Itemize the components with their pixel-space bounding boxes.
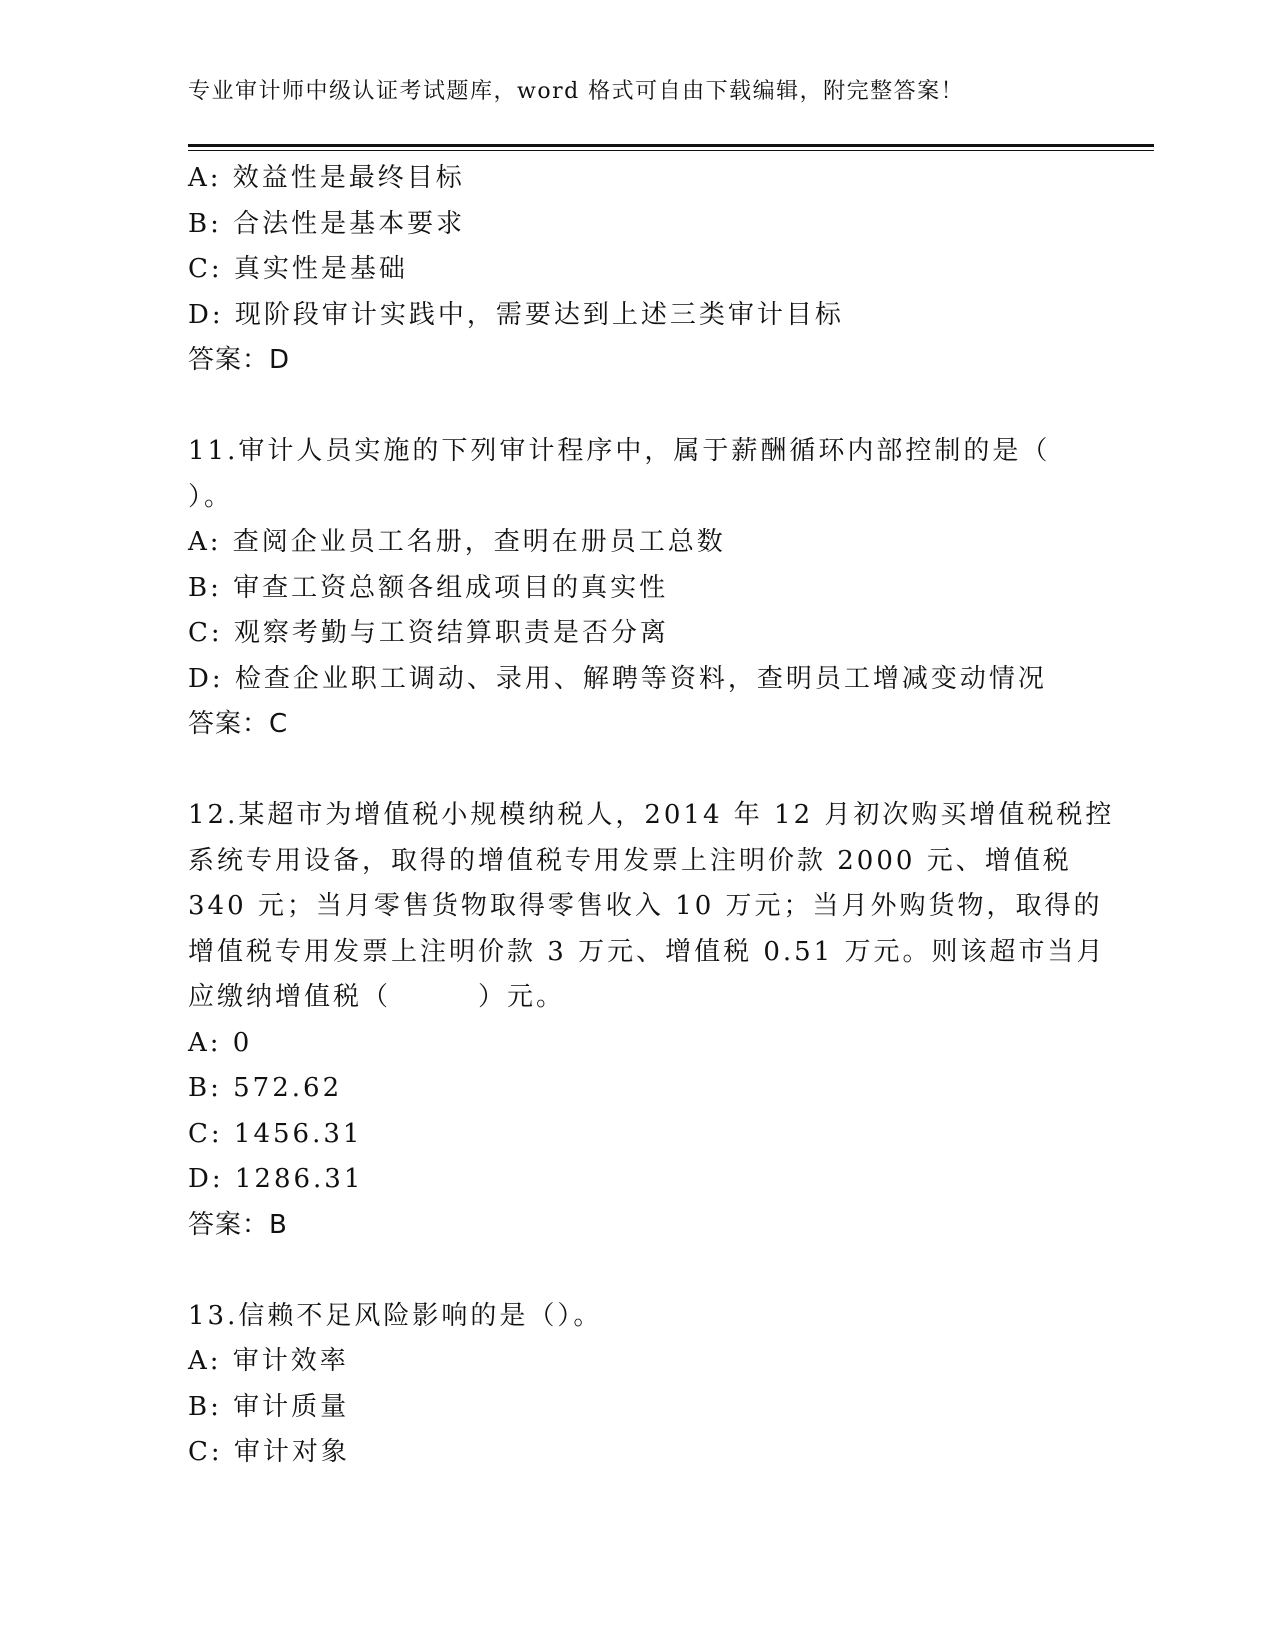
question-stem-line: 11.审计人员实施的下列审计程序中，属于薪酬循环内部控制的是（ — [188, 436, 1051, 466]
option-a: A: 0 — [188, 1027, 253, 1058]
question-stem-line: 12.某超市为增值税小规模纳税人，2014 年 12 月初次购买增值税税控 — [188, 800, 1115, 830]
question-stem-line: 应缴纳增值税（ ）元。 — [188, 982, 566, 1012]
option-b: B: 合法性是基本要求 — [188, 208, 466, 239]
question-stem-line: 增值税专用发票上注明价款 3 万元、增值税 0.51 万元。则该超市当月 — [188, 936, 1106, 967]
question-content — [188, 156, 1115, 1476]
option-d: D: 现阶段审计实践中，需要达到上述三类审计目标 — [188, 299, 844, 330]
option-a: A: 审计效率 — [188, 1346, 349, 1376]
option-b: B: 572.62 — [188, 1073, 343, 1103]
page-header: 专业审计师中级认证考试题库，word 格式可自由下载编辑，附完整答案！ — [188, 79, 965, 104]
option-c: C: 1456.31 — [188, 1118, 363, 1149]
question-stem-line: 系统专用设备，取得的增值税专用发票上注明价款 2000 元、增值税 — [188, 845, 1072, 876]
question-stem-line: ）。 — [188, 481, 234, 512]
question-stem-line: 13.信赖不足风险影响的是（）。 — [188, 1300, 603, 1331]
header-rule-thin — [188, 150, 1154, 151]
option-a: A: 查阅企业员工名册，查明在册员工总数 — [188, 527, 726, 557]
option-d: D: 1286.31 — [188, 1164, 364, 1194]
answer: 答案：C — [188, 709, 289, 739]
option-d: D: 检查企业职工调动、录用、解聘等资料，查明员工增减变动情况 — [188, 663, 1047, 694]
answer: 答案：B — [188, 1209, 288, 1240]
option-c: C: 观察考勤与工资结算职责是否分离 — [188, 618, 669, 648]
spacer — [188, 748, 1088, 794]
header-rule-thick — [188, 144, 1154, 147]
option-c: C: 审计对象 — [188, 1437, 350, 1467]
option-b: B: 审计质量 — [188, 1391, 350, 1422]
option-c: C: 真实性是基础 — [188, 254, 408, 284]
answer: 答案：D — [188, 345, 291, 375]
spacer — [188, 384, 1088, 430]
question-stem-line: 340 元；当月零售货物取得零售收入 10 万元；当月外购货物，取得的 — [188, 891, 1103, 921]
option-a: A: 效益性是最终目标 — [188, 163, 465, 193]
spacer — [188, 1248, 1088, 1294]
option-b: B: 审查工资总额各组成项目的真实性 — [188, 572, 669, 603]
